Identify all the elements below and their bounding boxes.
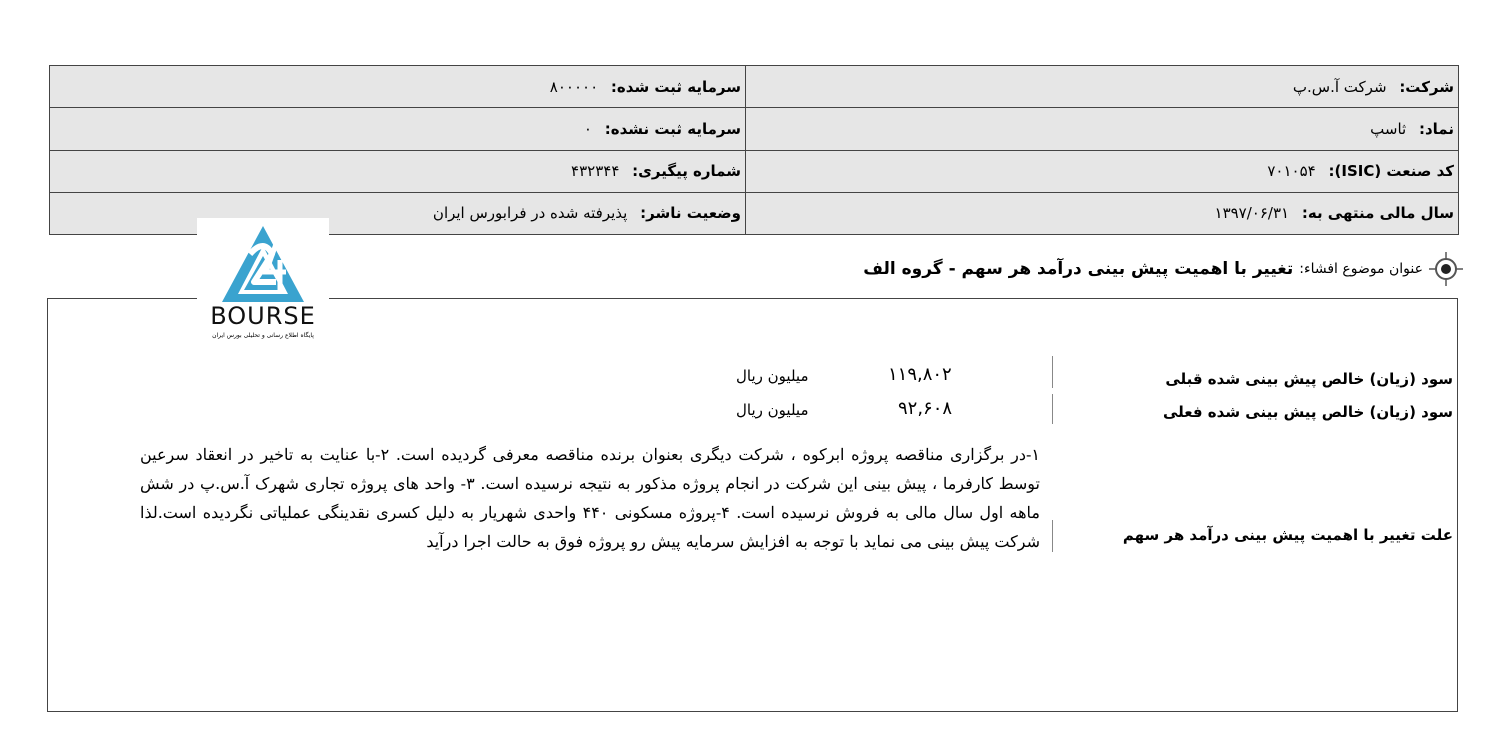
- bourse-logo-icon: [220, 224, 306, 304]
- company-value: شرکت آ.س.پ: [1292, 77, 1387, 96]
- reason-text: ۱-در برگزاری مناقصه پروژه ابرکوه ، شرکت دیگری بعنوان برنده مناقصه معرفی گردیده است. ۲-با عنایت به تاخیر در انعقاد سرعین توسط کارفرما ، پیش بینی این شرکت در انجام پروژه مذکور به نتیجه نرسیده است. ۳- واحد های پروژه تجاری شهرک آ.س.پ در شش ماهه اول سال مالی به فروش نرسیده است. ۴-پروژه مسکونی ۴۴۰ واحدی شهریار به دلیل کسری نقدینگی عملیاتی نگردیده است.لذا شرکت پیش بینی می نماید با توجه به افزایش سرمایه پیش رو پروژه فوق به حالت اجرا درآید: [140, 445, 1041, 551]
- disclosure-subject: [863, 252, 1463, 286]
- isic-code-value: ۷۰۱۰۵۴: [1267, 162, 1316, 181]
- divider: [1052, 520, 1053, 552]
- fiscal-year-label: سال مالی منتهی به:: [1301, 204, 1454, 223]
- previous-forecast-label: سود (زیان) خالص پیش بینی شده قبلی: [1165, 370, 1453, 388]
- publisher-status-value: پذیرفته شده در فرابورس ایران: [432, 204, 628, 223]
- registered-capital-cell: [50, 66, 746, 108]
- subject-label: عنوان موضوع افشاء:: [1299, 261, 1423, 277]
- symbol-value: ثاسپ: [1370, 119, 1407, 138]
- logo-subtitle: پایگاه اطلاع رسانی و تحلیلی بورس ایران: [212, 332, 314, 339]
- tracking-number-cell: [50, 150, 746, 192]
- divider: [1052, 356, 1053, 388]
- fiscal-year-value: ۱۳۹۷/۰۶/۳۱: [1214, 204, 1290, 223]
- divider: [1052, 394, 1053, 424]
- reason-label: علت تغییر با اهمیت پیش بینی درآمد هر سهم: [1122, 526, 1453, 544]
- table-row: [50, 108, 1459, 150]
- isic-code-cell: [746, 150, 1459, 192]
- tracking-number-value: ۴۳۲۳۴۴: [571, 162, 620, 181]
- publisher-status-cell: [50, 192, 746, 234]
- publisher-status-label: وضعیت ناشر:: [640, 204, 741, 223]
- tracking-number-label: شماره پیگیری:: [632, 162, 741, 181]
- unregistered-capital-label: سرمایه ثبت نشده:: [604, 119, 741, 138]
- table-row: [50, 66, 1459, 108]
- fiscal-year-cell: [746, 192, 1459, 234]
- target-icon: [1429, 252, 1463, 286]
- table-row: [50, 150, 1459, 192]
- registered-capital-value: ۸۰۰۰۰۰: [549, 77, 599, 96]
- unregistered-capital-cell: [50, 108, 746, 150]
- current-forecast-label: سود (زیان) خالص پیش بینی شده فعلی: [1162, 403, 1453, 421]
- current-forecast-value: ۹۲,۶۰۸: [898, 398, 953, 419]
- subject-title: تغییر با اهمیت پیش بینی درآمد هر سهم - گروه الف: [863, 259, 1294, 279]
- symbol-cell: [746, 108, 1459, 150]
- registered-capital-label: سرمایه ثبت شده:: [610, 77, 741, 96]
- previous-forecast-value: ۱۱۹,۸۰۲: [888, 364, 952, 385]
- company-cell: [746, 66, 1459, 108]
- bourse-logo: [197, 218, 329, 346]
- company-info-table: [49, 65, 1459, 235]
- unregistered-capital-value: ۰: [583, 119, 592, 138]
- isic-code-label: کد صنعت (ISIC):: [1328, 162, 1454, 181]
- logo-wordmark: BOURSE: [210, 302, 316, 330]
- company-label: شرکت:: [1399, 77, 1454, 96]
- current-forecast-unit: میلیون ریال: [736, 401, 809, 419]
- symbol-label: نماد:: [1418, 119, 1454, 138]
- previous-forecast-unit: میلیون ریال: [736, 367, 809, 385]
